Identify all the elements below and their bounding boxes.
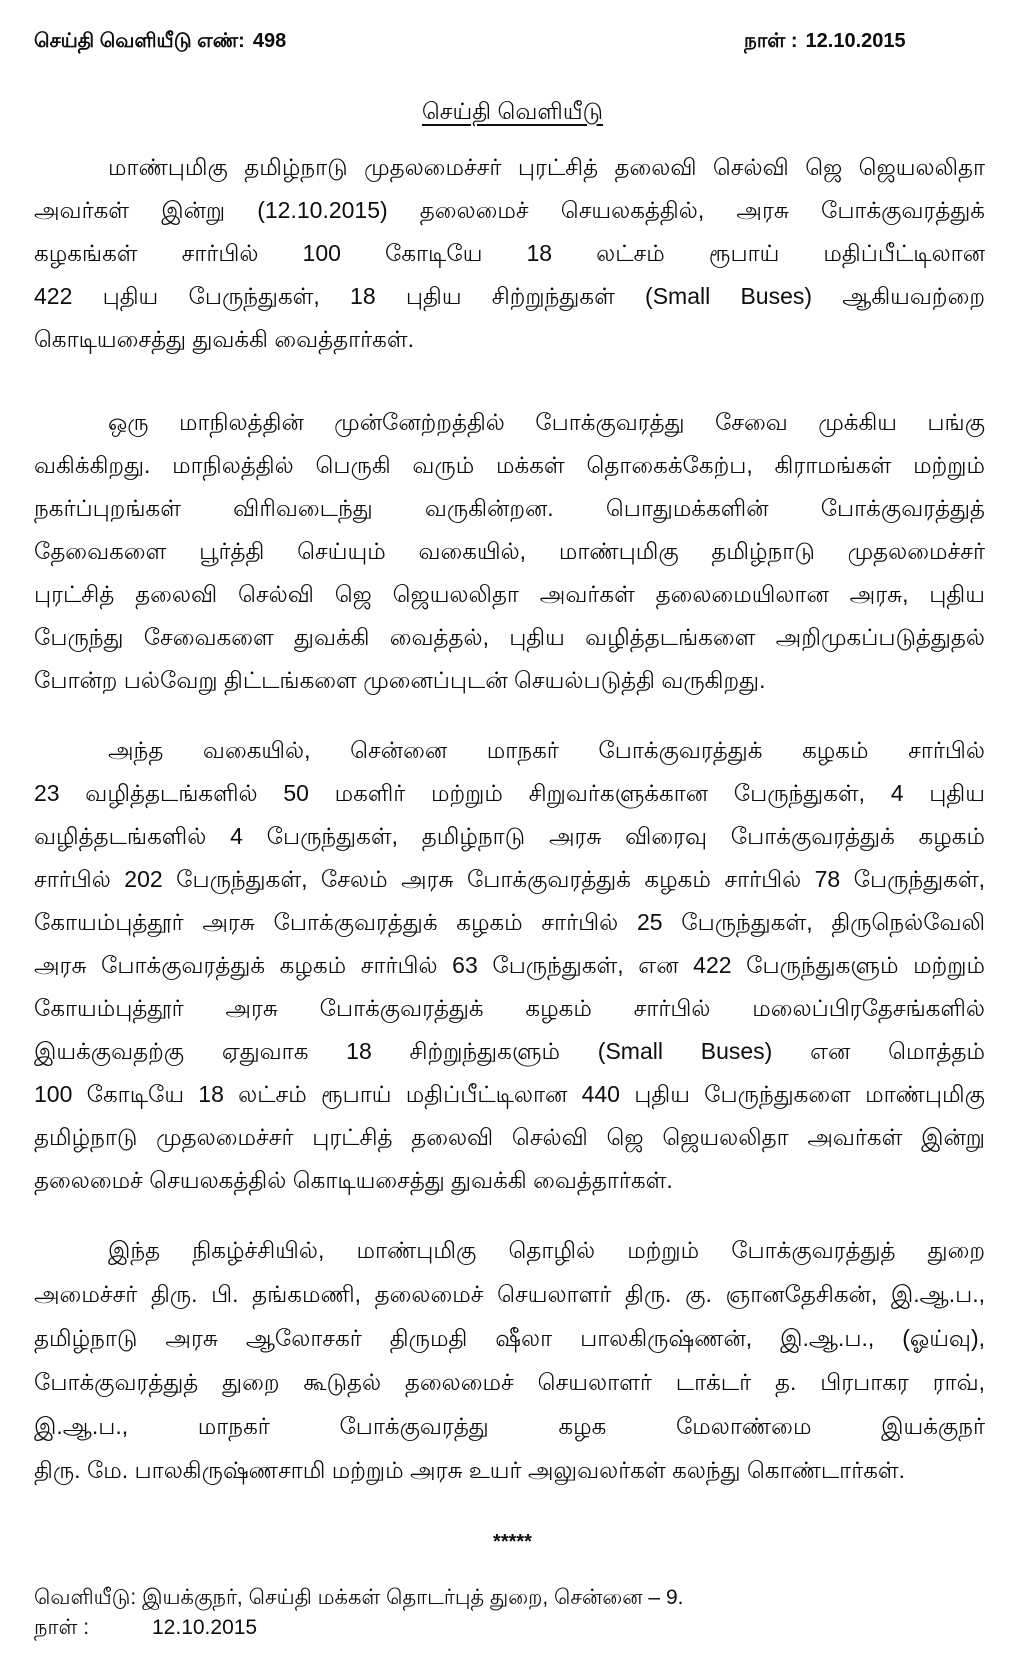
document-title	[0, 94, 1025, 128]
release-date-label: நாள் :	[744, 30, 798, 52]
paragraph-line: இயக்குவதற்கு ஏதுவாக 18 சிற்றுந்துகளும் (Small Buses) என மொத்தம்	[34, 1038, 985, 1064]
paragraph-line: போன்ற பல்வேறு திட்டங்களை முனைப்புடன் செயல்படுத்தி வருகிறது.	[34, 667, 766, 693]
paragraph-line: தமிழ்நாடு அரசு ஆலோசகர் திருமதி ஷீலா பாலகிருஷ்ணன், இ.ஆ.ப., (ஓய்வு),	[34, 1325, 985, 1351]
paragraph-line: நகர்ப்புறங்கள் விரிவடைந்து வருகின்றன. பொதுமக்களின் போக்குவரத்துத்	[34, 495, 985, 521]
paragraph-line: வகிக்கிறது. மாநிலத்தில் பெருகி வரும் மக்கள் தொகைக்கேற்ப, கிராமங்கள் மற்றும்	[34, 452, 985, 478]
paragraph-line: கொடியசைத்து துவக்கி வைத்தார்கள்.	[34, 326, 415, 352]
paragraph-line: அரசு போக்குவரத்துக் கழகம் சார்பில் 63 பேருந்துகள், என 422 பேருந்துகளும் மற்றும்	[34, 952, 985, 978]
paragraph-line: அமைச்சர் திரு. பி. தங்கமணி, தலைமைச் செயலாளர் திரு. கு. ஞானதேசிகன், இ.ஆ.ப.,	[34, 1281, 985, 1307]
paragraph-1	[34, 146, 985, 361]
release-number	[34, 27, 674, 55]
footer-date	[34, 1614, 985, 1642]
paragraph-2	[34, 401, 985, 702]
paragraph-line: கோயம்புத்தூர் அரசு போக்குவரத்துக் கழகம் சார்பில் மலைப்பிரதேசங்களில்	[34, 995, 985, 1021]
paragraph-line: 23 வழித்தடங்களில் 50 மகளிர் மற்றும் சிறுவர்களுக்கான பேருந்துகள், 4 புதிய	[34, 780, 985, 806]
paragraph-line: தேவைகளை பூர்த்தி செய்யும் வகையில், மாண்புமிகு தமிழ்நாடு முதலமைச்சர்	[34, 538, 985, 564]
paragraph-3	[34, 729, 985, 1202]
release-date-value: 12.10.2015	[805, 30, 906, 52]
paragraph-line: கழகங்கள் சார்பில் 100 கோடியே 18 லட்சம் ரூபாய் மதிப்பீட்டிலான	[34, 240, 985, 266]
paragraph-line: பேருந்து சேவைகளை துவக்கி வைத்தல், புதிய வழித்தடங்களை அறிமுகப்படுத்துதல்	[34, 624, 985, 650]
paragraph-line: சார்பில் 202 பேருந்துகள், சேலம் அரசு போக்குவரத்துக் கழகம் சார்பில் 78 பேருந்துகள்,	[34, 866, 985, 892]
paragraph-line: திரு. மே. பாலகிருஷ்ணசாமி மற்றும் அரசு உயர் அலுவலர்கள் கலந்து கொண்டார்கள்.	[34, 1457, 906, 1483]
release-number-value: 498	[252, 30, 287, 52]
footer-date-value: 12.10.2015	[152, 1616, 258, 1639]
release-date	[744, 27, 1004, 55]
paragraph-line: ஒரு மாநிலத்தின் முன்னேற்றத்தில் போக்குவரத்து சேவை முக்கிய பங்கு	[108, 409, 985, 435]
footer-date-label: நாள் :	[34, 1616, 90, 1639]
paragraph-line: 100 கோடியே 18 லட்சம் ரூபாய் மதிப்பீட்டிலான 440 புதிய பேருந்துகளை மாண்புமிகு	[34, 1081, 985, 1107]
paragraph-line: இ.ஆ.ப., மாநகர் போக்குவரத்து கழக மேலாண்மை இயக்குநர்	[34, 1413, 985, 1439]
paragraph-line: தலைமைச் செயலகத்தில் கொடியசைத்து துவக்கி வைத்தார்கள்.	[34, 1167, 673, 1193]
paragraph-line: தமிழ்நாடு முதலமைச்சர் புரட்சித் தலைவி செல்வி ஜெ ஜெயலலிதா அவர்கள் இன்று	[34, 1124, 985, 1150]
paragraph-line: கோயம்புத்தூர் அரசு போக்குவரத்துக் கழகம் சார்பில் 25 பேருந்துகள், திருநெல்வேலி	[34, 909, 985, 935]
release-number-label: செய்தி வெளியீடு எண்:	[34, 30, 245, 52]
paragraph-line: அவர்கள் இன்று (12.10.2015) தலைமைச் செயலகத்தில், அரசு போக்குவரத்துக்	[34, 197, 985, 223]
paragraph-line: இந்த நிகழ்ச்சியில், மாண்புமிகு தொழில் மற்றும் போக்குவரத்துத் துறை	[108, 1237, 985, 1263]
paragraph-line: புரட்சித் தலைவி செல்வி ஜெ ஜெயலலிதா அவர்கள் தலைமையிலான அரசு, புதிய	[34, 581, 985, 607]
paragraph-line: அந்த வகையில், சென்னை மாநகர் போக்குவரத்துக் கழகம் சார்பில்	[108, 737, 985, 763]
paragraph-line: 422 புதிய பேருந்துகள், 18 புதிய சிற்றுந்துகள் (Small Buses) ஆகியவற்றை	[34, 283, 985, 309]
separator-stars: *****	[493, 1531, 532, 1553]
paragraph-4	[34, 1228, 985, 1492]
paragraph-line: போக்குவரத்துத் துறை கூடுதல் தலைமைச் செயலாளர் டாக்டர் த. பிரபாகர ராவ்,	[34, 1369, 985, 1395]
document-title-text: செய்தி வெளியீடு	[421, 98, 604, 124]
paragraph-line: மாண்புமிகு தமிழ்நாடு முதலமைச்சர் புரட்சித் தலைவி செல்வி ஜெ ஜெயலலிதா	[108, 154, 985, 180]
paragraph-line: வழித்தடங்களில் 4 பேருந்துகள், தமிழ்நாடு அரசு விரைவு போக்குவரத்துக் கழகம்	[34, 823, 985, 849]
footer-issued-by: வெளியீடு: இயக்குநர், செய்தி மக்கள் தொடர்புத் துறை, சென்னை – 9.	[34, 1586, 684, 1609]
